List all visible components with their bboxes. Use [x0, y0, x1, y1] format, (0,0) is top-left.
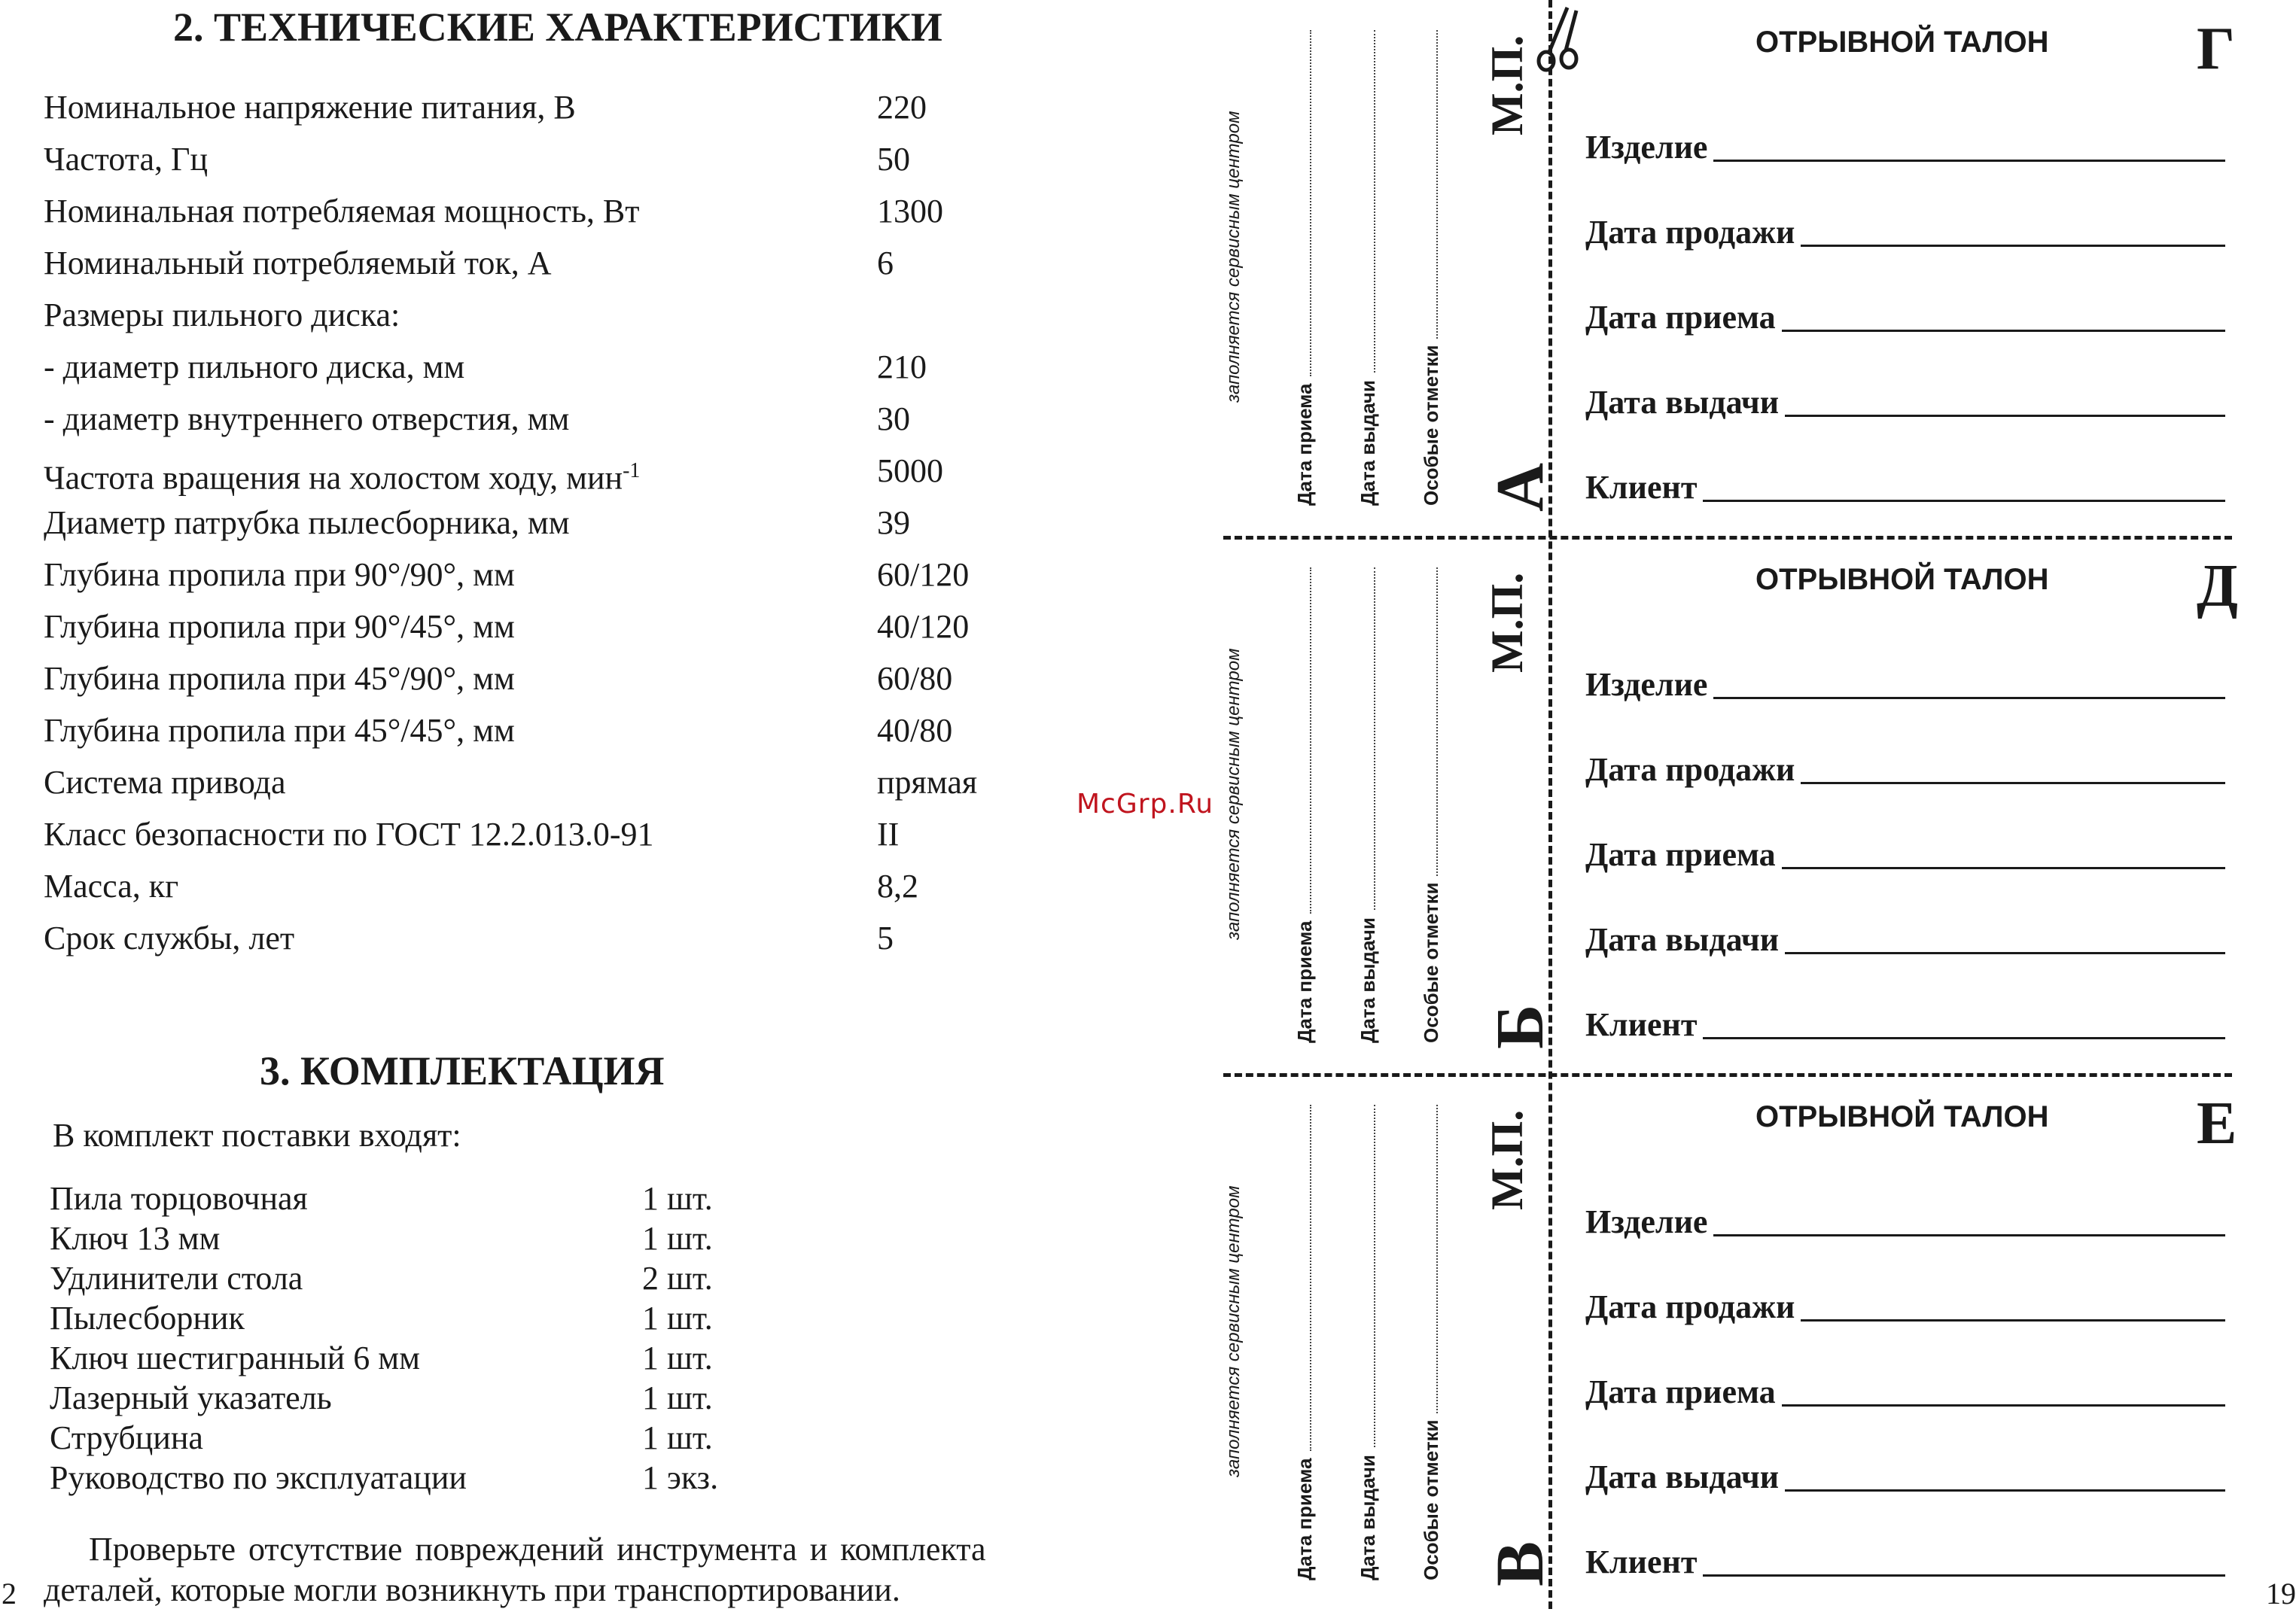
- spec-value: 30: [877, 400, 910, 437]
- kit-item: [50, 1378, 802, 1418]
- spec-row: [44, 808, 1037, 861]
- coupon-field[interactable]: [1585, 126, 2225, 169]
- coupon-field-label: Дата продажи: [1585, 751, 1795, 788]
- spec-value: 50: [877, 141, 910, 178]
- horizontal-cut-line-1: [1223, 536, 2232, 540]
- kit-item-qty: 1 шт.: [642, 1220, 713, 1257]
- spec-row: [44, 497, 1037, 549]
- coupon-field-line[interactable]: [1801, 1286, 2225, 1322]
- stub-field-notes: Особые отметки: [1420, 1419, 1442, 1580]
- dotted-line: [1310, 567, 1311, 914]
- stub-field-receipt-date: Дата приема: [1293, 383, 1316, 506]
- coupon-field-label: Дата выдачи: [1585, 921, 1780, 958]
- spec-value: прямая: [877, 764, 978, 801]
- coupon-field-label: Дата приема: [1585, 836, 1776, 873]
- kit-item-label: Удлинители стола: [50, 1260, 303, 1297]
- stub-field-receipt-date: Дата приема: [1293, 920, 1316, 1043]
- spec-label: Глубина пропила при 45°/90°, мм: [44, 660, 515, 697]
- coupon-field-line[interactable]: [1713, 126, 2225, 162]
- spec-row: [44, 601, 1037, 653]
- coupon-field-line[interactable]: [1785, 919, 2225, 954]
- kit-item-qty: 1 шт.: [642, 1300, 713, 1337]
- spec-value: II: [877, 816, 900, 853]
- stamp-placeholder: М.П.: [1482, 1109, 1532, 1210]
- coupon-field-label: Клиент: [1585, 1544, 1698, 1580]
- coupon-field-line[interactable]: [1782, 1371, 2225, 1407]
- spec-value: 60/120: [877, 556, 970, 593]
- coupon-letter: Е: [2197, 1090, 2237, 1157]
- coupon-field-line[interactable]: [1703, 467, 2225, 502]
- spec-label: Частота вращения на холостом ходу, мин: [44, 459, 623, 497]
- service-center-note: заполняется сервисным центром: [1223, 111, 1244, 403]
- kit-item-qty: 1 экз.: [642, 1459, 719, 1496]
- coupon-field-label: Клиент: [1585, 1006, 1698, 1043]
- spec-label: - диаметр пильного диска, мм: [44, 348, 465, 385]
- note-line-2: деталей, которые могли возникнуть при транспортировании.: [44, 1571, 900, 1608]
- dotted-line: [1436, 1105, 1438, 1413]
- spec-label-with-exp: [44, 445, 640, 505]
- note-line-1: Проверьте отсутствие повреждений инструмента и комплекта: [89, 1531, 986, 1568]
- spec-row: [44, 912, 1037, 965]
- kit-item-qty: 1 шт.: [642, 1180, 713, 1217]
- kit-item-label: Руководство по эксплуатации: [50, 1459, 467, 1496]
- stamp-placeholder: М.П.: [1482, 572, 1532, 673]
- coupon-field-label: Изделие: [1585, 1203, 1708, 1240]
- spec-label: Глубина пропила при 45°/45°, мм: [44, 712, 515, 749]
- coupon-field-label: Дата выдачи: [1585, 1458, 1780, 1495]
- coupon-field[interactable]: [1585, 1201, 2225, 1243]
- spec-value: 60/80: [877, 660, 953, 697]
- service-center-note: заполняется сервисным центром: [1223, 1185, 1244, 1477]
- kit-item: [50, 1418, 802, 1458]
- coupon-field-label: Дата продажи: [1585, 1288, 1795, 1325]
- spec-row: [44, 652, 1037, 705]
- coupon-title: ОТРЫВНОЙ ТАЛОН: [1755, 26, 2049, 59]
- kit-item-label: Струбцина: [50, 1419, 203, 1456]
- coupon-field[interactable]: [1585, 749, 2225, 791]
- coupon-field-line[interactable]: [1785, 382, 2225, 417]
- spec-row: [44, 756, 1037, 809]
- spec-label: Масса, кг: [44, 868, 179, 905]
- coupon-field[interactable]: [1585, 919, 2225, 961]
- stub-field-receipt-date: Дата приема: [1293, 1458, 1316, 1580]
- spec-row: [44, 445, 1037, 497]
- spec-value: 6: [877, 245, 894, 281]
- coupon-field-line[interactable]: [1713, 664, 2225, 699]
- kit-item-qty: 1 шт.: [642, 1419, 713, 1456]
- coupon-field-label: Дата приема: [1585, 1373, 1776, 1410]
- spec-value: 210: [877, 348, 927, 385]
- coupon-field[interactable]: [1585, 382, 2225, 424]
- service-center-note: заполняется сервисным центром: [1223, 648, 1244, 940]
- coupon-field-label: Дата выдачи: [1585, 384, 1780, 421]
- kit-item-label: Ключ 13 мм: [50, 1220, 221, 1257]
- coupon-field-label: Клиент: [1585, 469, 1698, 506]
- spec-label: Частота, Гц: [44, 141, 209, 178]
- spec-label: Срок службы, лет: [44, 920, 295, 957]
- kit-item: [50, 1179, 802, 1218]
- stub-field-notes: Особые отметки: [1420, 882, 1442, 1043]
- dotted-line: [1436, 567, 1438, 876]
- coupon-field[interactable]: [1585, 1371, 2225, 1413]
- dotted-line: [1374, 1105, 1375, 1447]
- spec-row: [44, 237, 1037, 290]
- coupon-field[interactable]: [1585, 1286, 2225, 1328]
- spec-label: Система привода: [44, 764, 286, 801]
- kit-item: [50, 1338, 802, 1378]
- stub-field-issue-date: Дата выдачи: [1357, 1455, 1379, 1580]
- spec-value: 1300: [877, 193, 943, 230]
- coupon-field-label: Дата продажи: [1585, 214, 1795, 251]
- kit-item-label: Лазерный указатель: [50, 1379, 332, 1416]
- coupon-field-line[interactable]: [1801, 749, 2225, 784]
- coupon-field-label: Дата приема: [1585, 299, 1776, 336]
- spec-label: Номинальный потребляемый ток, А: [44, 245, 552, 281]
- spec-value: 220: [877, 89, 927, 126]
- watermark: McGrp.Ru: [1076, 789, 1214, 820]
- spec-label: Номинальное напряжение питания, В: [44, 89, 576, 126]
- kit-item-label: Пылесборник: [50, 1300, 245, 1337]
- dotted-line: [1374, 567, 1375, 910]
- spec-value: 8,2: [877, 868, 918, 905]
- coupon-field-line[interactable]: [1801, 211, 2225, 247]
- stub-field-issue-date: Дата выдачи: [1357, 380, 1379, 506]
- coupon-field[interactable]: [1585, 211, 2225, 254]
- coupon-field[interactable]: [1585, 467, 2225, 509]
- coupon-field[interactable]: [1585, 297, 2225, 339]
- coupon-title: ОТРЫВНОЙ ТАЛОН: [1755, 1100, 2049, 1133]
- dotted-line: [1310, 30, 1311, 376]
- kit-item: [50, 1458, 802, 1498]
- page-number-left: 2: [2, 1577, 17, 1610]
- coupon-field-label: Изделие: [1585, 666, 1708, 703]
- spec-row: [44, 393, 1037, 446]
- coupon-field-label: Изделие: [1585, 129, 1708, 166]
- spec-value: 39: [877, 504, 910, 541]
- spec-label: Класс безопасности по ГОСТ 12.2.013.0-91: [44, 816, 654, 853]
- spec-row: [44, 81, 1037, 134]
- dotted-line: [1436, 30, 1438, 339]
- spec-label: - диаметр внутреннего отверстия, мм: [44, 400, 570, 437]
- coupon-letter: Г: [2197, 16, 2235, 82]
- coupon-letter: Д: [2197, 553, 2239, 619]
- stub-letter: Б: [1483, 1004, 1558, 1049]
- coupon-field[interactable]: [1585, 1004, 2225, 1046]
- kit-title: 3. КОМПЛЕКТАЦИЯ: [260, 1048, 665, 1093]
- coupon-field-line[interactable]: [1785, 1456, 2225, 1492]
- spec-value: 5000: [877, 452, 943, 489]
- coupon-field[interactable]: [1585, 1541, 2225, 1583]
- kit-item-label: Пила торцовочная: [50, 1180, 308, 1217]
- scissors-icon: [1530, 5, 1587, 72]
- kit-item-qty: 2 шт.: [642, 1260, 713, 1297]
- kit-item-qty: 1 шт.: [642, 1340, 713, 1376]
- stub-field-notes: Особые отметки: [1420, 345, 1442, 506]
- kit-intro: В комплект поставки входят:: [53, 1117, 461, 1154]
- coupon-field[interactable]: [1585, 1456, 2225, 1498]
- tech-specs-title: 2. ТЕХНИЧЕСКИЕ ХАРАКТЕРИСТИКИ: [173, 5, 942, 50]
- spec-row: [44, 185, 1037, 238]
- stub-letter: А: [1483, 463, 1558, 512]
- spec-row: [44, 549, 1037, 601]
- spec-row: [44, 133, 1037, 186]
- spec-label: Глубина пропила при 90°/90°, мм: [44, 556, 515, 593]
- spec-label: Размеры пильного диска:: [44, 297, 400, 333]
- dotted-line: [1374, 30, 1375, 373]
- coupon-field-line[interactable]: [1713, 1201, 2225, 1236]
- spec-row: [44, 704, 1037, 757]
- kit-item: [50, 1298, 802, 1338]
- vertical-cut-line: [1548, 0, 1552, 1609]
- coupon-field-line[interactable]: [1782, 297, 2225, 332]
- horizontal-cut-line-2: [1223, 1073, 2232, 1077]
- kit-item-label: Ключ шестигранный 6 мм: [50, 1340, 420, 1376]
- spec-label: Глубина пропила при 90°/45°, мм: [44, 608, 515, 645]
- stamp-placeholder: М.П.: [1482, 35, 1532, 135]
- kit-item: [50, 1218, 802, 1258]
- coupon-title: ОТРЫВНОЙ ТАЛОН: [1755, 563, 2049, 596]
- stub-letter: В: [1483, 1541, 1558, 1586]
- spec-value: 40/80: [877, 712, 953, 749]
- spec-value: 40/120: [877, 608, 970, 645]
- stub-field-issue-date: Дата выдачи: [1357, 917, 1379, 1043]
- coupon-field-line[interactable]: [1782, 834, 2225, 869]
- coupon-field-line[interactable]: [1703, 1541, 2225, 1577]
- dotted-line: [1310, 1105, 1311, 1451]
- spec-label: Диаметр патрубка пылесборника, мм: [44, 504, 570, 541]
- spec-value: 5: [877, 920, 894, 957]
- page-number-right: 19: [2266, 1577, 2296, 1610]
- coupon-field[interactable]: [1585, 664, 2225, 706]
- coupon-field[interactable]: [1585, 834, 2225, 876]
- spec-unit-exponent: -1: [623, 459, 641, 482]
- spec-row: [44, 289, 1037, 342]
- kit-item: [50, 1258, 802, 1298]
- spec-row: [44, 860, 1037, 913]
- kit-item-qty: 1 шт.: [642, 1379, 713, 1416]
- spec-row: [44, 341, 1037, 394]
- spec-label: Номинальная потребляемая мощность, Вт: [44, 193, 640, 230]
- coupon-field-line[interactable]: [1703, 1004, 2225, 1039]
